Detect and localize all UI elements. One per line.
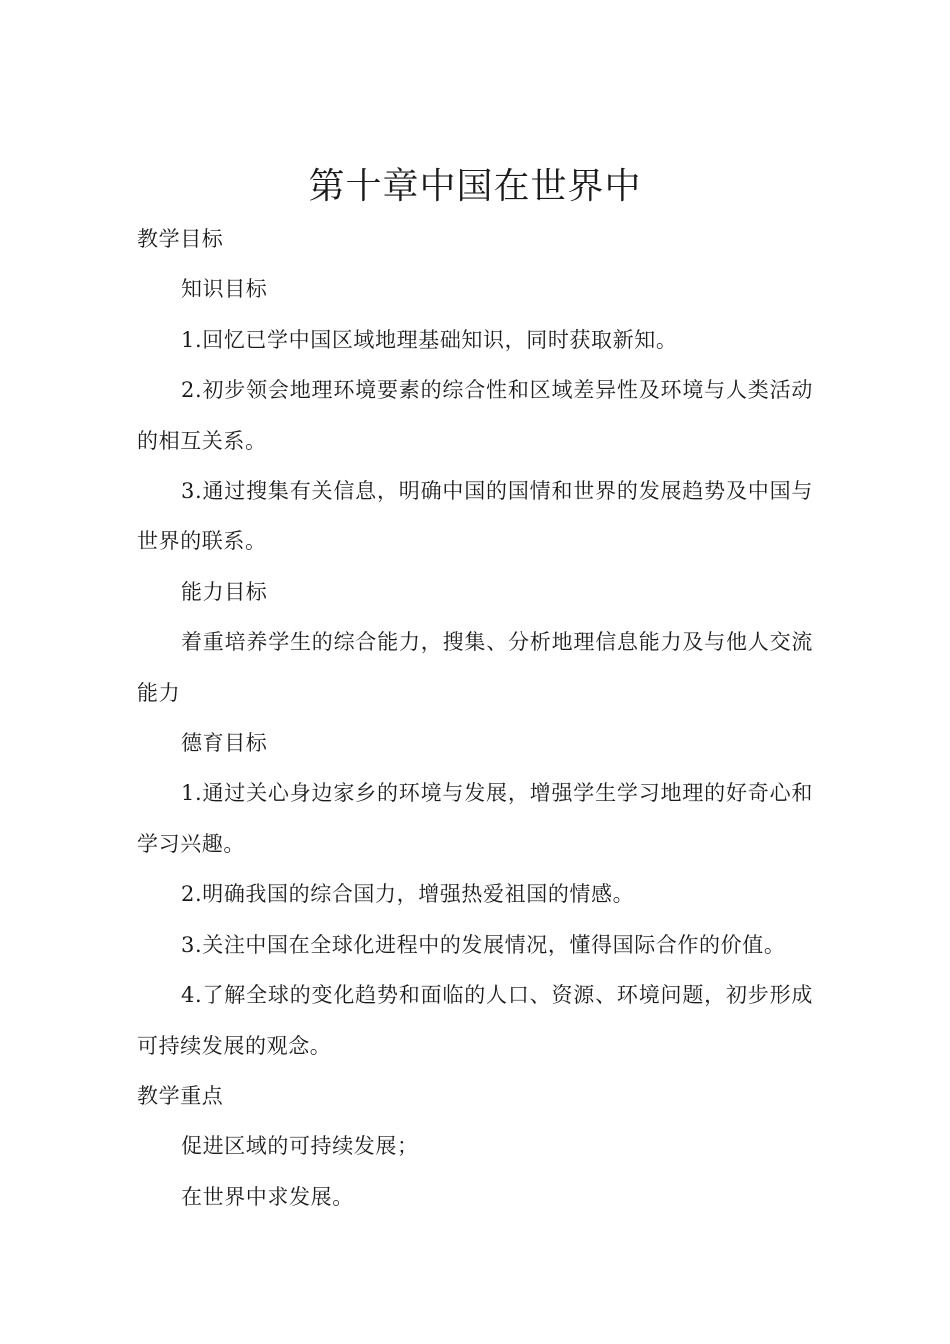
knowledge-item-2: 2.初步领会地理环境要素的综合性和区域差异性及环境与人类活动的相互关系。 bbox=[137, 378, 813, 453]
document-title: 第十章中国在世界中 bbox=[308, 166, 642, 207]
subheading-ability: 能力目标 bbox=[181, 579, 268, 604]
ability-item-1: 着重培养学生的综合能力，搜集、分析地理信息能力及与他人交流能力 bbox=[137, 630, 813, 705]
section-heading-key-points: 教学重点 bbox=[137, 1083, 224, 1108]
moral-item-3: 3.关注中国在全球化进程中的发展情况，懂得国际合作的价值。 bbox=[181, 932, 786, 957]
subheading-knowledge: 知识目标 bbox=[181, 277, 268, 302]
section-heading-objectives: 教学目标 bbox=[137, 227, 224, 251]
key-point-item-2: 在世界中求发展。 bbox=[181, 1184, 354, 1209]
key-point-item-1: 促进区域的可持续发展； bbox=[181, 1134, 419, 1159]
knowledge-item-3: 3.通过搜集有关信息，明确中国的国情和世界的发展趋势及中国与世界的联系。 bbox=[137, 479, 813, 554]
subheading-moral: 德育目标 bbox=[181, 731, 268, 756]
moral-item-4: 4.了解全球的变化趋势和面临的人口、资源、环境问题，初步形成可持续发展的观念。 bbox=[137, 983, 813, 1058]
moral-item-2: 2.明确我国的综合国力，增强热爱祖国的情感。 bbox=[181, 882, 635, 907]
moral-item-1: 1.通过关心身边家乡的环境与发展，增强学生学习地理的好奇心和学习兴趣。 bbox=[137, 781, 813, 856]
document-body bbox=[137, 214, 813, 1222]
knowledge-item-1: 1.回忆已学中国区域地理基础知识，同时获取新知。 bbox=[181, 327, 678, 352]
